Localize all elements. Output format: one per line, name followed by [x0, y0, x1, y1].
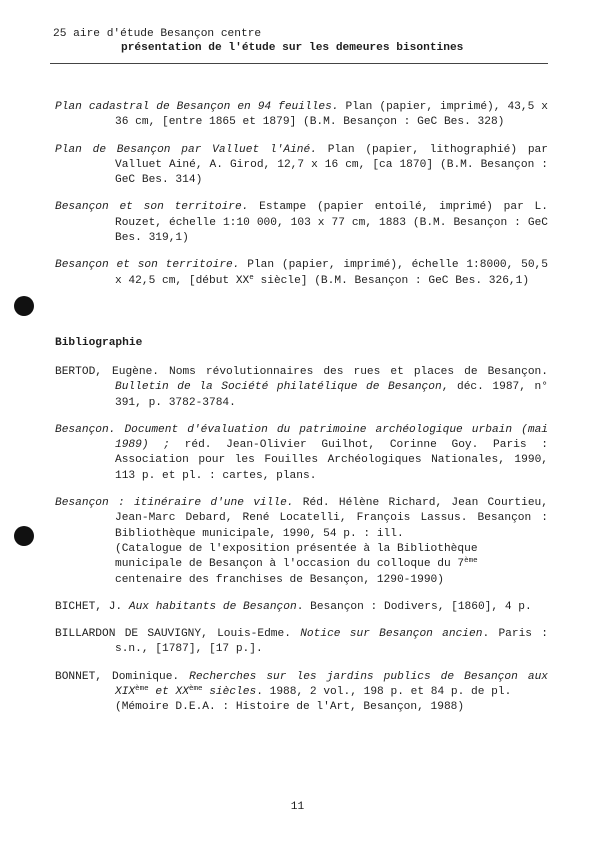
entry-title: Besançon : itinéraire d'une ville.	[55, 497, 294, 510]
page-number: 11	[290, 801, 305, 813]
bibliography-entry	[55, 670, 548, 716]
entry-title: Notice sur Besançon ancien	[300, 628, 483, 641]
source-body: Estampe (papier entoilé, imprimé) par L. Rouzet, échelle 1:10 000, 103 x 77 cm, 1883 (B.M. Besançon : GeC Bes. 319,1)	[115, 201, 548, 245]
entry-author: BILLARDON DE SAUVIGNY, Louis-Edme.	[55, 628, 301, 641]
source-title: Plan de Besançon par Valluet l'Ainé.	[55, 143, 317, 156]
entry-author: BERTOD, Eugène. Noms révolutionnaires des rues et places de Besançon.	[55, 365, 548, 378]
entry-title: et XX	[148, 686, 189, 699]
header-line-1: 25 aire d'étude Besançon centre	[53, 28, 262, 40]
entry-details: . 1988, 2 vol., 198 p. et 84 p. de pl.	[256, 686, 512, 699]
bibliography-entry	[55, 423, 548, 484]
binder-hole-icon	[14, 526, 34, 546]
source-body: Plan (papier, imprimé), échelle 1:8000, 50,5 x 42,5 cm, [début XX	[115, 259, 548, 287]
bibliography-entry	[55, 600, 548, 615]
entry-details: réd. Jean-Olivier Guilhot, Corinne Goy. Paris : Association pour les Fouilles Archéologiques Nationales, 1990, 113 p. et pl. : cartes, plans.	[115, 439, 548, 482]
entry-details: . Besançon : Dodivers, [1860], 4 p.	[296, 600, 532, 613]
entry-note: (Mémoire D.E.A. : Histoire de l'Art, Besançon, 1988)	[115, 701, 465, 714]
source-title: Besançon et son territoire.	[55, 259, 240, 272]
superscript: ème	[135, 685, 149, 694]
note-text: centenaire des franchises de Besançon, 1290-1990)	[115, 573, 444, 586]
entry-title: siècles	[202, 686, 257, 699]
section-heading: Bibliographie	[55, 336, 143, 349]
source-body: Plan (papier, lithographié) par Valluet Ainé, A. Girod, 12,7 x 16 cm, [ca 1870] (B.M. Besançon : GeC Bes. 314)	[115, 143, 548, 187]
entry-title: Bulletin de la Société philatélique de Besançon	[115, 381, 442, 394]
source-title: Plan cadastral de Besançon en 94 feuilles.	[55, 101, 339, 113]
source-body: Plan (papier, imprimé), 43,5 x 36 cm, [entre 1865 et 1879] (B.M. Besançon : GeC Bes. 328)	[115, 101, 548, 129]
bibliography-entry	[55, 496, 548, 588]
note-text: (Catalogue de l'exposition présentée à la Bibliothèque municipale de Besançon à l'occasion du colloque du 7	[115, 542, 478, 571]
page-header	[53, 27, 548, 55]
superscript: e	[249, 273, 254, 282]
source-entry	[55, 100, 548, 131]
superscript: ème	[464, 557, 478, 566]
source-body: siècle] (B.M. Besançon : GeC Bes. 326,1)	[253, 274, 530, 287]
superscript: ème	[188, 685, 203, 694]
entry-title: Recherches sur les jardins publics de Besançon aux XIX	[115, 670, 548, 699]
entry-details: , déc. 1987, n° 391, p. 3782-3784.	[115, 381, 548, 409]
bibliography-entry	[55, 627, 548, 658]
entry-author: BICHET, J.	[55, 600, 129, 613]
header-rule	[50, 63, 548, 64]
source-entry	[55, 200, 548, 246]
entry-note	[115, 542, 548, 588]
bibliography-entry	[55, 365, 548, 411]
entry-title: Aux habitants de Besançon	[128, 600, 297, 613]
header-line-2: présentation de l'étude sur les demeures bisontines	[121, 42, 464, 54]
entry-details: Réd. Hélène Richard, Jean Courtieu, Jean-Marc Debard, René Locatelli, François Lassus. Besançon : Bibliothèque municipale, 1990, 54 p. : ill.	[115, 497, 548, 540]
entry-title: Besançon. Document d'évaluation du patrimoine archéologique urbain (mai 1989) ;	[55, 423, 548, 452]
source-title: Besançon et son territoire.	[55, 201, 249, 214]
source-entry	[55, 258, 548, 289]
page-content	[55, 100, 548, 728]
source-entry	[55, 143, 548, 189]
entry-author: BONNET, Dominique.	[55, 670, 190, 683]
entry-details: . Paris : s.n., [1787], [17 p.].	[115, 628, 548, 656]
binder-hole-icon	[14, 296, 34, 316]
